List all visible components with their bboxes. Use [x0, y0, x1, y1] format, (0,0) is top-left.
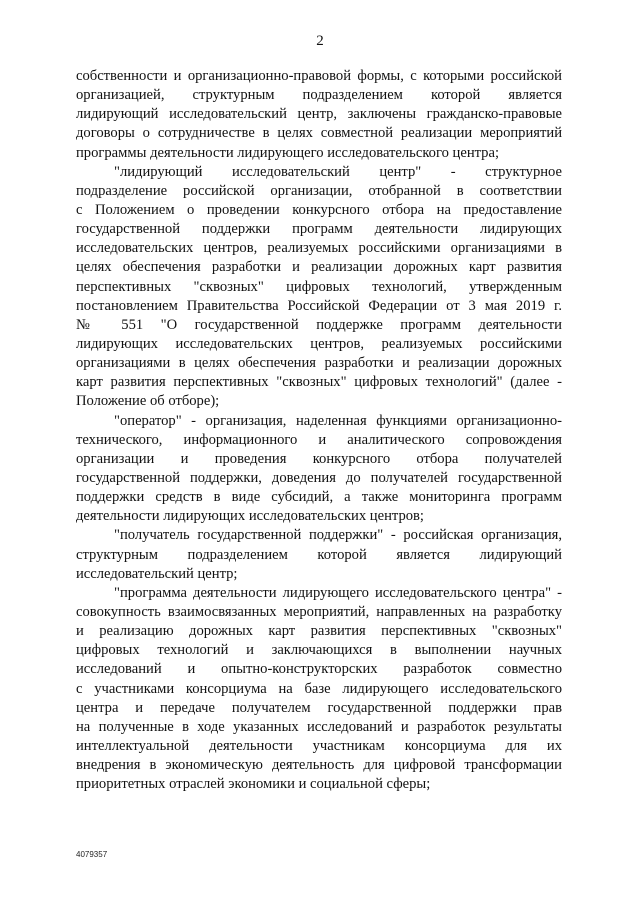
text-line: Положение об отборе);: [76, 393, 220, 410]
text-line: государственной поддержки программ деятельности лидирующих: [76, 221, 562, 238]
text-line: структурным подразделением которой является лидирующий: [76, 546, 562, 563]
document-body: [76, 67, 562, 794]
text-line: перспективных "сквозных" цифровых технологий, утвержденным: [76, 278, 562, 295]
text-line: организациями в целях обеспечения разработки и реализации дорожных: [76, 355, 562, 372]
page-number: 2: [316, 33, 324, 49]
text-line: и реализацию дорожных карт развития перспективных "сквозных": [76, 623, 562, 640]
text-line: исследований и опытно-конструкторских разработок совместно: [76, 661, 562, 678]
text-line: "лидирующий исследовательский центр" - структурное: [114, 163, 562, 180]
text-line: государственной поддержки, доведения до получателей государственной: [76, 469, 562, 486]
text-line: исследовательских центров, реализуемых российскими организациями в: [76, 240, 562, 257]
text-line: внедрения в экономическую деятельность для цифровой трансформации: [76, 757, 562, 774]
text-line: совокупность взаимосвязанных мероприятий, направленных на разработку: [76, 603, 562, 620]
text-line: с Положением о проведении конкурсного отбора на предоставление: [76, 201, 562, 218]
text-line: карт развития перспективных "сквозных" цифровых технологий" (далее -: [76, 374, 562, 391]
text-line: организации и проведения конкурсного отбора получателей: [76, 450, 562, 467]
text-line: технического, информационного и аналитического сопровождения: [76, 431, 562, 448]
text-line: подразделение российской организации, отобранной в соответствии: [76, 182, 562, 199]
text-line: лидирующий исследовательский центр, заключены гражданско-правовые: [76, 106, 562, 123]
text-line: "оператор" - организация, наделенная функциями организационно-: [114, 412, 562, 429]
text-line: лидирующих исследовательских центров, реализуемых российскими: [76, 335, 562, 352]
text-line: договоры о сотрудничестве в целях совместной реализации мероприятий: [76, 125, 562, 142]
text-line: деятельности лидирующих исследовательских центров;: [76, 508, 424, 525]
text-line: "программа деятельности лидирующего исследовательского центра" -: [114, 584, 562, 601]
text-line: программы деятельности лидирующего исследовательского центра;: [76, 144, 500, 161]
text-line: исследовательский центр;: [76, 565, 238, 582]
text-line: собственности и организационно-правовой формы, с которыми российской: [76, 68, 562, 84]
text-line: интеллектуальной деятельности участникам консорциума для их: [76, 737, 562, 754]
text-line: цифровых технологий и заключающихся в выполнении научных: [76, 642, 562, 659]
document-code: 4079357: [76, 850, 108, 859]
text-line: приоритетных отраслей экономики и социальной сферы;: [76, 776, 431, 793]
text-line: центра и передаче получателем государственной поддержки прав: [76, 699, 562, 716]
text-line: "получатель государственной поддержки" - российская организация,: [114, 527, 562, 544]
text-line: целях обеспечения разработки и реализации дорожных карт развития: [76, 259, 562, 276]
text-line: поддержки средств в виде субсидий, а также мониторинга программ: [76, 489, 562, 506]
text-line: с участниками консорциума на базе лидирующего исследовательского: [76, 680, 562, 697]
text-line: постановлением Правительства Российской Федерации от 3 мая 2019 г.: [76, 297, 562, 314]
text-line: № 551 "О государственной поддержке программ деятельности: [76, 316, 562, 333]
text-line: организацией, структурным подразделением которой является: [76, 87, 562, 104]
text-line: на полученные в ходе указанных исследований и разработок результаты: [76, 718, 562, 735]
